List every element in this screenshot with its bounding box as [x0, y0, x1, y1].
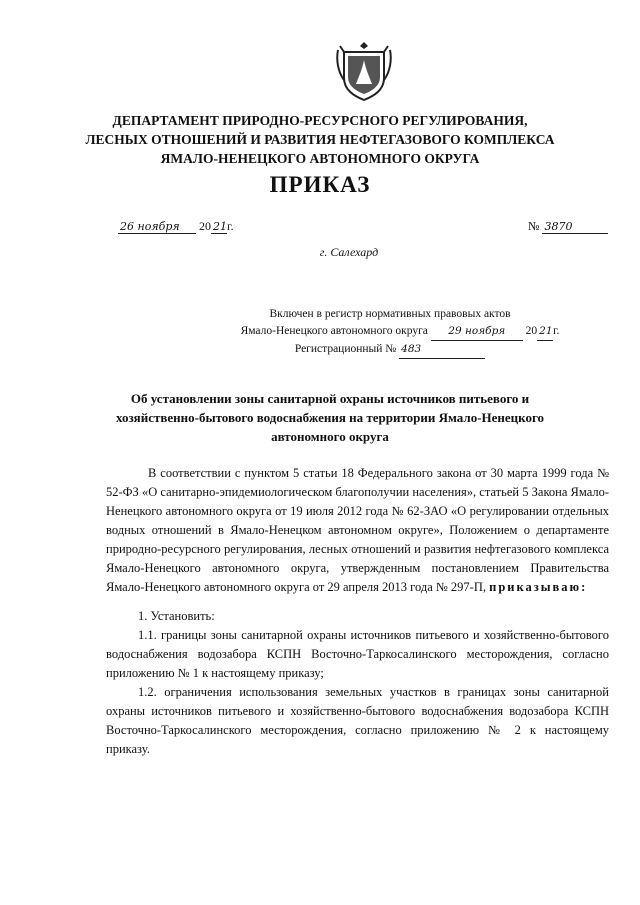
document-type-title: ПРИКАЗ	[269, 172, 371, 197]
city: г. Салехард	[319, 245, 379, 259]
registry-year-prefix: 20	[525, 325, 538, 337]
date-year-suffix: 21	[213, 220, 227, 233]
coat-of-arms-emblem	[334, 36, 394, 102]
clause-1-2: 1.2. ограничения использования земельных участков в границах зоны санитарной охраны источников питьевого и хозяйственно-бытового водоснабжения водозабора КСПН Восточно-Таркосалинского месторождения, согласно приложению № 2 к настоящему приказу.	[106, 685, 609, 756]
department-line-2: ЛЕСНЫХ ОТНОШЕНИЙ И РАЗВИТИЯ НЕФТЕГАЗОВОГО КОМПЛЕКСА	[85, 132, 555, 147]
registry-date: 29 ноября	[431, 323, 523, 341]
department-line-1: ДЕПАРТАМЕНТ ПРИРОДНО-РЕСУРСНОГО РЕГУЛИРОВАНИЯ,	[112, 113, 528, 128]
order-date	[118, 219, 234, 234]
registry-number-value: 483	[399, 341, 485, 359]
department-name	[60, 111, 580, 168]
department-line-3: ЯМАЛО-НЕНЕЦКОГО АВТОНОМНОГО ОКРУГА	[160, 151, 480, 166]
order-title: Об установлении зоны санитарной охраны источников питьевого и хозяйственно-бытового водоснабжения на территории Ямало-Ненецкого автономного округа	[115, 391, 545, 444]
clause-1: 1. Установить:	[138, 609, 215, 623]
registry-number-label: Регистрационный №	[294, 343, 397, 355]
registry-year-suffix: 21	[537, 323, 553, 341]
order-word: приказываю:	[489, 580, 588, 594]
registry-region: Ямало-Ненецкого автономного округа	[240, 325, 428, 337]
registry-line-3	[180, 341, 600, 359]
number-label: №	[528, 219, 540, 233]
registry-year-unit: г.	[553, 325, 560, 337]
registry-stamp	[180, 306, 600, 359]
clause-1-1: 1.1. границы зоны санитарной охраны источников питьевого и хозяйственно-бытового водоснабжения водозабора КСПН Восточно-Таркосалинского месторождения, согласно приложению № 1 к настоящему приказу;	[106, 628, 609, 680]
order-number	[528, 219, 608, 234]
order-body	[106, 464, 609, 759]
registry-line-2	[180, 323, 600, 341]
date-day-month: 26 ноября	[118, 220, 196, 234]
preamble-paragraph	[106, 464, 609, 597]
registry-line-1: Включен в регистр нормативных правовых актов	[269, 308, 511, 320]
date-year-prefix: 20	[199, 219, 211, 233]
number-value: 3870	[542, 220, 608, 234]
date-year-unit: г.	[227, 219, 234, 233]
preamble-text: В соответствии с пунктом 5 статьи 18 Федерального закона от 30 марта 1999 года № 52-ФЗ «О санитарно-эпидемиологическом благополучии населения», статьей 5 Закона Ямало-Ненецкого автономного округа от 19 июля 2012 года № 62-ЗАО «О регулировании отдельных водных отношений в Ямало-Ненецком автономном округе», Положением о департаменте природно-ресурсного регулирования, лесных отношений и развития нефтегазового комплекса Ямало-Ненецкого автономного округа, утвержденным постановлением Правительства Ямало-Ненецкого автономного округа от 29 апреля 2013 года № 297-П,	[106, 466, 609, 594]
